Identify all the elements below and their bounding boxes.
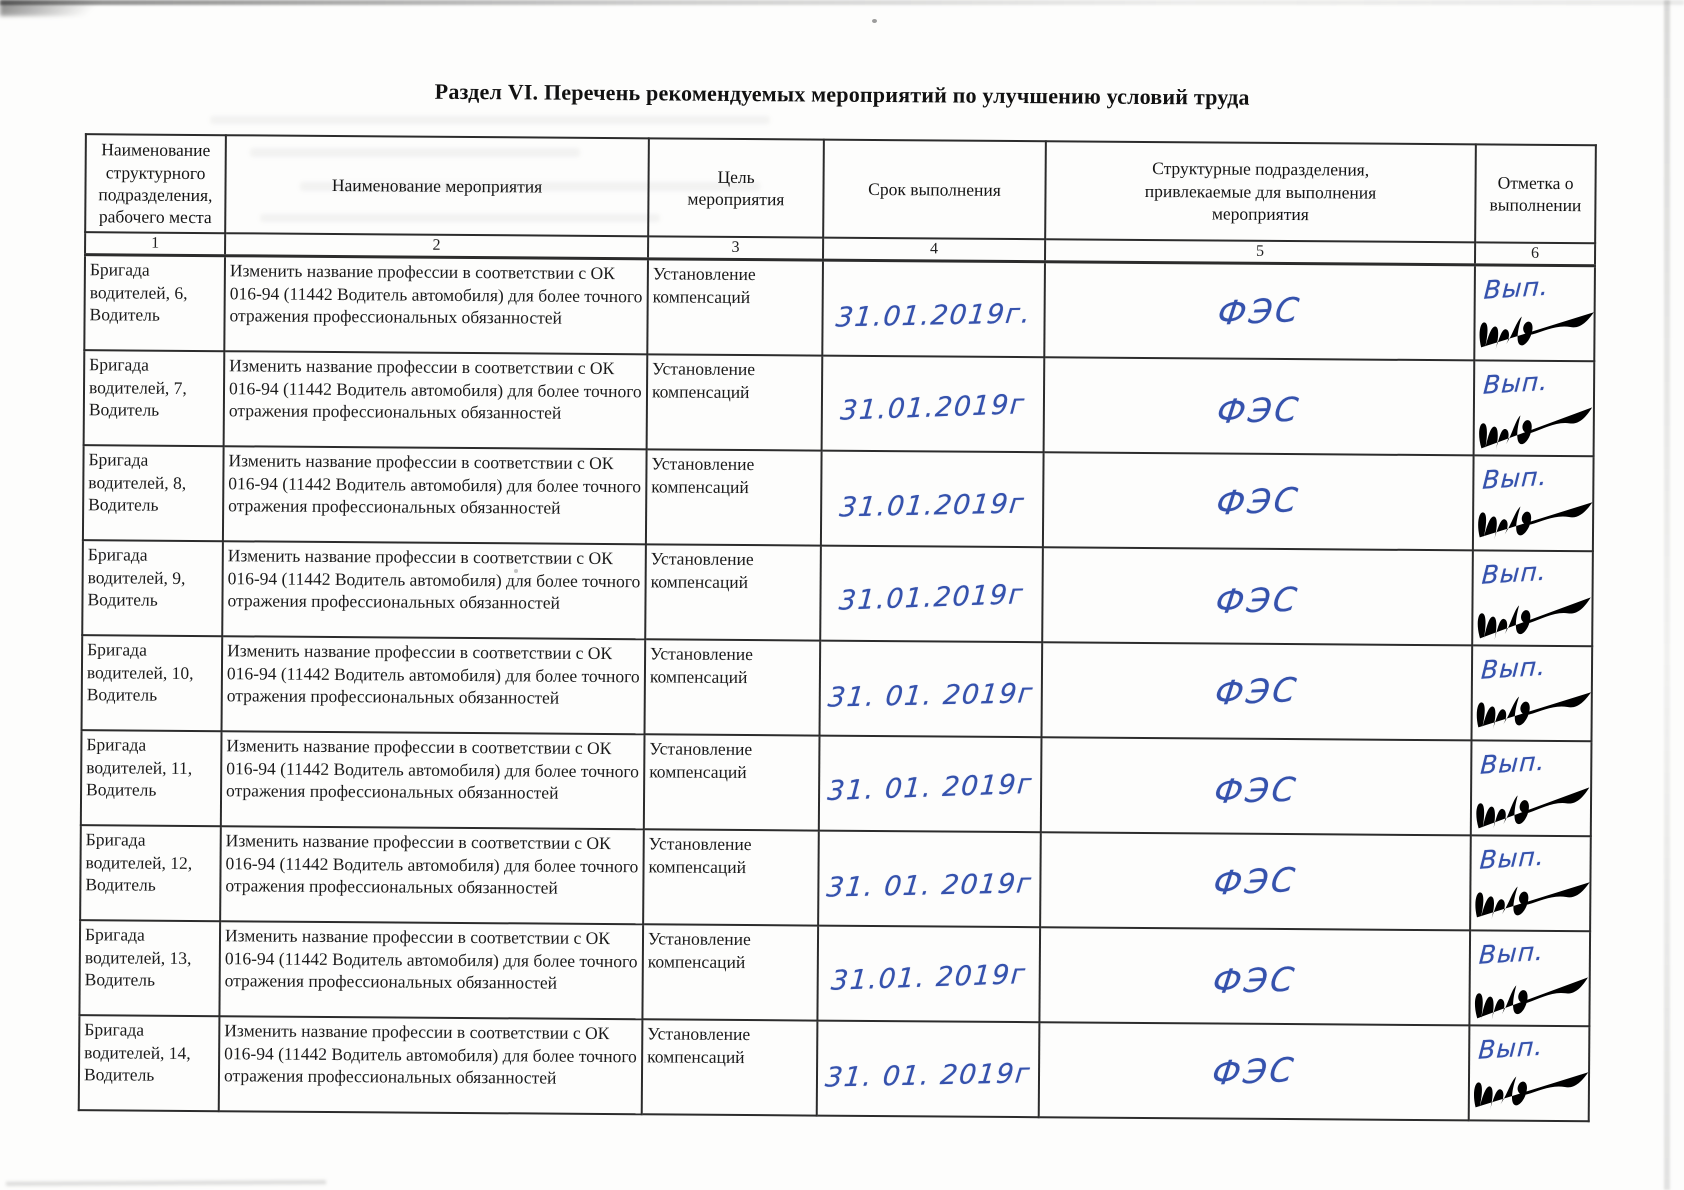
departments-cell bbox=[1042, 548, 1473, 646]
unit-cell: Бригада водителей, 9, Водитель bbox=[82, 541, 223, 637]
column-number: 5 bbox=[1045, 239, 1475, 265]
handwritten-date: 31.01. 2019г bbox=[830, 959, 1028, 998]
handwritten-department: ФЭС bbox=[1214, 480, 1303, 524]
unit-cell: Бригада водителей, 6, Водитель bbox=[84, 255, 225, 352]
departments-cell bbox=[1041, 738, 1472, 836]
signature-scribble-icon bbox=[1469, 296, 1606, 365]
signature-scribble-icon bbox=[1466, 676, 1603, 745]
measure-cell: Изменить название профессии в соответствии с ОК 016-94 (11442 Водитель автомобиля) для более точного отражения профессиональных обязанностей bbox=[221, 732, 645, 830]
table-row bbox=[82, 636, 1593, 742]
signature-scribble-icon bbox=[1466, 581, 1605, 656]
deadline-cell bbox=[822, 356, 1045, 453]
handwritten-department: ФЭС bbox=[1210, 960, 1300, 1002]
handwritten-date: 31.01.2019г. bbox=[834, 298, 1033, 334]
signature-scribble-icon bbox=[1465, 866, 1602, 935]
deadline-cell bbox=[820, 546, 1043, 643]
signature-scribble-icon bbox=[1467, 391, 1606, 466]
unit-cell: Бригада водителей, 12, Водитель bbox=[80, 826, 221, 922]
handwritten-date: 31.01.2019г bbox=[837, 579, 1026, 618]
handwritten-completion-mark: Вып. bbox=[1478, 937, 1545, 971]
table-row bbox=[79, 921, 1590, 1027]
handwritten-date: 31. 01. 2019г bbox=[826, 678, 1036, 715]
handwritten-department: ФЭС bbox=[1211, 860, 1300, 904]
goal-cell: Установление компенсаций bbox=[647, 259, 823, 356]
table-row bbox=[84, 255, 1595, 362]
handwritten-completion-mark: Вып. bbox=[1480, 557, 1548, 591]
handwritten-date: 31. 01. 2019г bbox=[823, 1058, 1033, 1095]
goal-cell: Установление компенсаций bbox=[645, 640, 821, 736]
departments-cell bbox=[1040, 833, 1471, 931]
header-goal: Цель мероприятия bbox=[648, 138, 824, 237]
unit-cell: Бригада водителей, 8, Водитель bbox=[83, 446, 224, 542]
goal-cell: Установление компенсаций bbox=[647, 355, 823, 451]
table-row bbox=[82, 541, 1593, 647]
unit-cell: Бригада водителей, 13, Водитель bbox=[79, 921, 220, 1017]
departments-cell bbox=[1043, 453, 1474, 551]
measure-cell: Изменить название профессии в соответствии с ОК 016-94 (11442 Водитель автомобиля) для более точного отражения профессиональных обязанностей bbox=[220, 827, 644, 925]
header-departments: Структурные подразделения, привлекаемые для выполнения мероприятия bbox=[1045, 141, 1476, 242]
handwritten-date: 31. 01. 2019г bbox=[825, 868, 1034, 905]
unit-cell: Бригада водителей, 10, Водитель bbox=[82, 636, 223, 732]
column-number: 6 bbox=[1475, 242, 1595, 266]
handwritten-completion-mark: Вып. bbox=[1479, 747, 1547, 781]
deadline-cell bbox=[817, 1021, 1040, 1118]
deadline-cell bbox=[820, 641, 1043, 738]
signature-scribble-icon bbox=[1464, 771, 1603, 846]
header-completion: Отметка о выполнении bbox=[1475, 144, 1596, 243]
departments-cell bbox=[1039, 928, 1470, 1026]
handwritten-completion-mark: Вып. bbox=[1483, 272, 1550, 306]
table-row bbox=[84, 351, 1595, 457]
goal-cell: Установление компенсаций bbox=[644, 735, 820, 831]
goal-cell: Установление компенсаций bbox=[642, 1020, 818, 1116]
handwritten-department: ФЭС bbox=[1212, 670, 1302, 714]
signature-scribble-icon bbox=[1463, 961, 1602, 1036]
table-row bbox=[80, 826, 1591, 932]
scan-speck bbox=[872, 19, 877, 23]
scan-bleedthrough-smudge bbox=[210, 116, 770, 124]
column-number: 4 bbox=[823, 238, 1045, 263]
measure-cell: Изменить название профессии в соответствии с ОК 016-94 (11442 Водитель автомобиля) для более точного отражения профессиональных обязанностей bbox=[222, 542, 646, 640]
header-unit: Наименование структурного подразделения, рабочего места bbox=[85, 134, 226, 233]
completion-cell bbox=[1474, 361, 1595, 457]
unit-cell: Бригада водителей, 11, Водитель bbox=[81, 731, 222, 827]
signature-scribble-icon bbox=[1467, 486, 1604, 555]
completion-cell bbox=[1470, 836, 1591, 932]
header-measure: Наименование мероприятия bbox=[225, 135, 649, 236]
deadline-cell bbox=[821, 451, 1044, 548]
completion-cell bbox=[1469, 1026, 1590, 1122]
unit-cell: Бригада водителей, 14, Водитель bbox=[79, 1016, 220, 1112]
handwritten-completion-mark: Вып. bbox=[1481, 462, 1549, 496]
handwritten-department: ФЭС bbox=[1215, 290, 1304, 334]
measure-cell: Изменить название профессии в соответствии с ОК 016-94 (11442 Водитель автомобиля) для более точного отражения профессиональных обязанностей bbox=[224, 352, 648, 450]
departments-cell bbox=[1044, 358, 1475, 456]
completion-cell bbox=[1469, 931, 1590, 1027]
handwritten-completion-mark: Вып. bbox=[1478, 842, 1546, 876]
handwritten-department: ФЭС bbox=[1209, 1050, 1299, 1094]
completion-cell bbox=[1471, 646, 1592, 742]
measure-cell: Изменить название профессии в соответствии с ОК 016-94 (11442 Водитель автомобиля) для более точного отражения профессиональных обязанностей bbox=[223, 447, 647, 545]
goal-cell: Установление компенсаций bbox=[643, 830, 819, 926]
handwritten-department: ФЭС bbox=[1214, 390, 1304, 432]
table-row bbox=[83, 446, 1594, 552]
measure-cell: Изменить название профессии в соответствии с ОК 016-94 (11442 Водитель автомобиля) для более точного отражения профессиональных обязанностей bbox=[219, 922, 643, 1020]
deadline-cell bbox=[818, 831, 1041, 928]
completion-cell bbox=[1471, 741, 1592, 837]
measure-cell: Изменить название профессии в соответствии с ОК 016-94 (11442 Водитель автомобиля) для более точного отражения профессиональных обязанностей bbox=[219, 1017, 643, 1115]
table-row bbox=[79, 1016, 1590, 1122]
handwritten-date: 31.01.2019г bbox=[838, 488, 1027, 524]
completion-cell bbox=[1472, 551, 1593, 647]
scan-top-edge-shadow bbox=[0, 0, 1684, 5]
departments-cell bbox=[1039, 1023, 1470, 1121]
scan-bottom-smudge bbox=[6, 1180, 326, 1186]
completion-cell bbox=[1474, 265, 1595, 361]
page-title: Раздел VI. Перечень рекомендуемых мероприятий по улучшению условий труда bbox=[434, 78, 1250, 110]
table-row bbox=[81, 731, 1592, 837]
handwritten-department: ФЭС bbox=[1213, 580, 1302, 622]
column-number: 1 bbox=[85, 232, 225, 256]
goal-cell: Установление компенсаций bbox=[642, 925, 818, 1021]
goal-cell: Установление компенсаций bbox=[646, 450, 822, 546]
completion-cell bbox=[1473, 456, 1594, 552]
departments-cell bbox=[1044, 262, 1475, 361]
measure-cell: Изменить название профессии в соответствии с ОК 016-94 (11442 Водитель автомобиля) для более точного отражения профессиональных обязанностей bbox=[224, 256, 648, 355]
measure-cell: Изменить название профессии в соответствии с ОК 016-94 (11442 Водитель автомобиля) для более точного отражения профессиональных обязанностей bbox=[222, 637, 646, 735]
goal-cell: Установление компенсаций bbox=[645, 545, 821, 641]
table-header-row bbox=[85, 134, 1596, 243]
handwritten-completion-mark: Вып. bbox=[1477, 1032, 1545, 1066]
signature-scribble-icon bbox=[1463, 1056, 1600, 1125]
scan-right-edge-shadow bbox=[1664, 0, 1670, 1190]
column-number: 2 bbox=[225, 233, 648, 259]
column-number: 3 bbox=[648, 236, 823, 260]
unit-cell: Бригада водителей, 7, Водитель bbox=[84, 351, 225, 447]
scan-top-left-corner-shadow bbox=[0, 0, 120, 16]
handwritten-completion-mark: Вып. bbox=[1480, 652, 1548, 686]
deadline-cell bbox=[817, 926, 1040, 1023]
deadline-cell bbox=[822, 261, 1045, 358]
departments-cell bbox=[1041, 643, 1472, 741]
deadline-cell bbox=[819, 736, 1042, 833]
measures-table bbox=[78, 133, 1597, 1123]
handwritten-department: ФЭС bbox=[1211, 770, 1301, 812]
handwritten-completion-mark: Вып. bbox=[1482, 367, 1550, 401]
handwritten-date: 31.01.2019г bbox=[839, 389, 1027, 428]
handwritten-date: 31. 01. 2019г bbox=[826, 769, 1034, 808]
header-deadline: Срок выполнения bbox=[823, 140, 1046, 240]
